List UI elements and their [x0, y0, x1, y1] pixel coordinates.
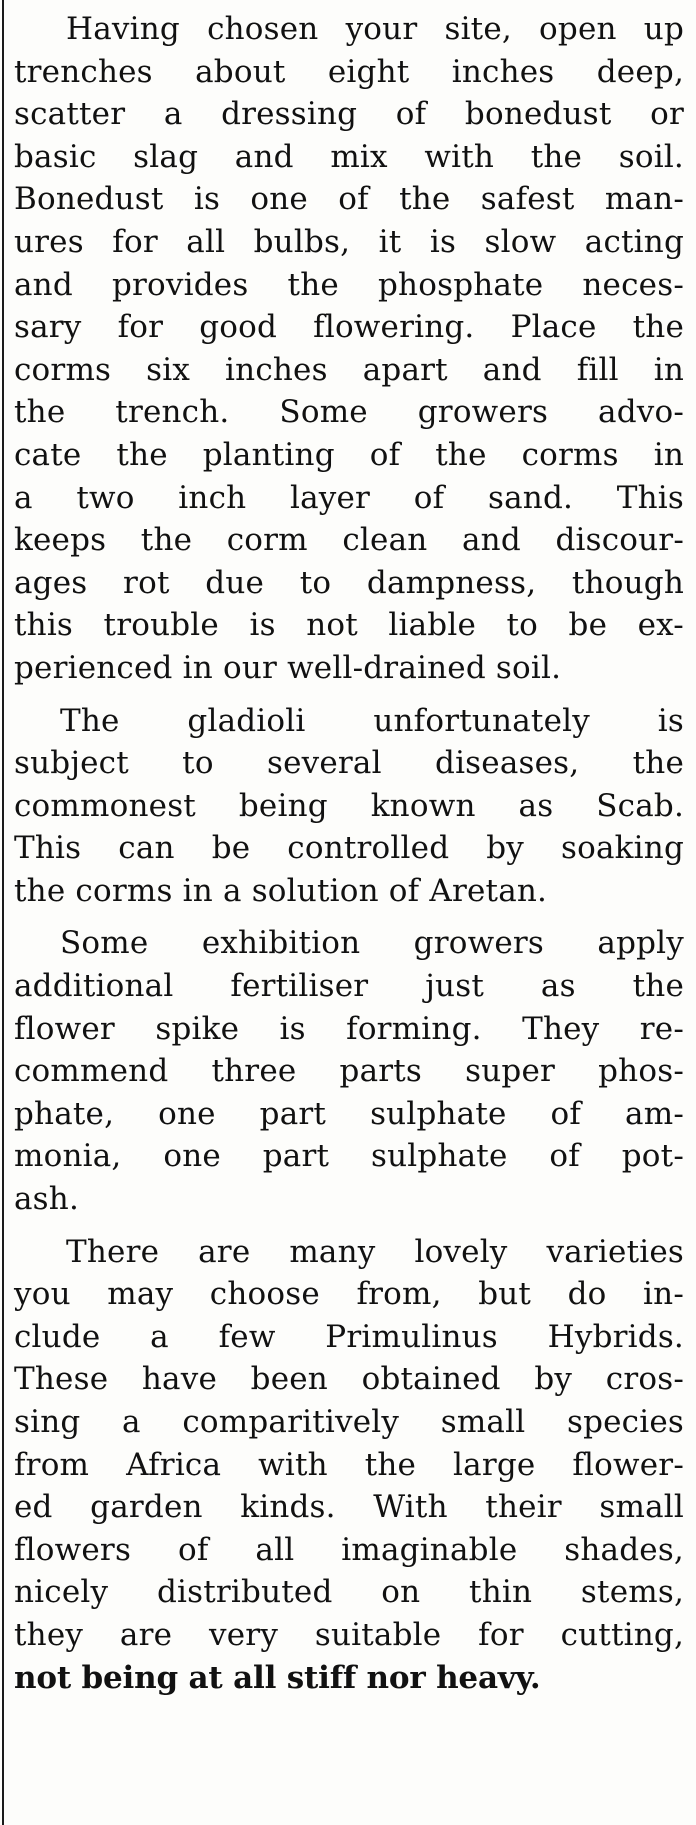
text-line: flowers of all imaginable shades,: [14, 1531, 684, 1568]
text-line: from Africa with the large flower-: [14, 1446, 684, 1483]
text-line: This can be controlled by soaking: [14, 830, 684, 867]
text-line: sing a comparitively small species: [14, 1404, 684, 1440]
text-line: basic slag and mix with the soil.: [14, 138, 684, 175]
paragraph-fertiliser: [14, 922, 684, 1220]
text-line: These have been obtained by cros-: [14, 1361, 684, 1398]
text-line: this trouble is not liable to be ex-: [14, 607, 684, 644]
text-line: cate the planting of the corms in: [14, 436, 684, 473]
text-line-bold: not being at all stiff nor heavy.: [14, 1659, 541, 1696]
text-line: Some exhibition growers apply: [60, 925, 684, 962]
paragraph-varieties: [14, 1231, 684, 1700]
text-line: sary for good flowering. Place the: [14, 309, 684, 346]
paragraph-planting: [14, 8, 684, 690]
text-line: The gladioli unfortunately is: [60, 702, 684, 739]
text-line: nicely distributed on thin stems,: [14, 1574, 684, 1611]
text-line: keeps the corm clean and discour-: [14, 522, 684, 559]
text-line: a two inch layer of sand. This: [14, 479, 684, 516]
text-line: corms six inches apart and fill in: [14, 351, 684, 388]
text-line: commend three parts super phos-: [14, 1053, 684, 1090]
text-line: you may choose from, but do in-: [14, 1276, 684, 1313]
text-line: ures for all bulbs, it is slow acting: [14, 223, 684, 260]
article-column: [14, 8, 684, 1709]
text-line: ash.: [14, 1181, 80, 1218]
text-line: ed garden kinds. With their small: [14, 1489, 684, 1526]
text-line: flower spike is forming. They re-: [14, 1010, 684, 1047]
text-line: Having chosen your site, open up: [66, 11, 684, 47]
text-line: clude a few Primulinus Hybrids.: [14, 1318, 684, 1355]
text-line: Bonedust is one of the safest man-: [14, 181, 684, 218]
text-line: and provides the phosphate neces-: [14, 266, 684, 303]
text-line: There are many lovely varieties: [66, 1233, 684, 1270]
text-line: trenches about eight inches deep,: [14, 53, 684, 90]
text-line: scatter a dressing of bonedust or: [14, 96, 684, 133]
text-line: the corms in a solution of Aretan.: [14, 872, 548, 909]
column-rule: [2, 0, 4, 1825]
text-line: monia, one part sulphate of pot-: [14, 1138, 684, 1175]
text-line: subject to several diseases, the: [14, 745, 684, 782]
text-line: commonest being known as Scab.: [14, 787, 684, 824]
text-line: they are very suitable for cutting,: [14, 1616, 684, 1653]
text-line: perienced in our well-drained soil.: [14, 649, 562, 686]
text-line: additional fertiliser just as the: [14, 968, 684, 1005]
paragraph-diseases: [14, 700, 684, 913]
text-line: the trench. Some growers advo-: [14, 394, 684, 431]
text-line: phate, one part sulphate of am-: [14, 1095, 684, 1132]
text-line: ages rot due to dampness, though: [14, 564, 684, 601]
